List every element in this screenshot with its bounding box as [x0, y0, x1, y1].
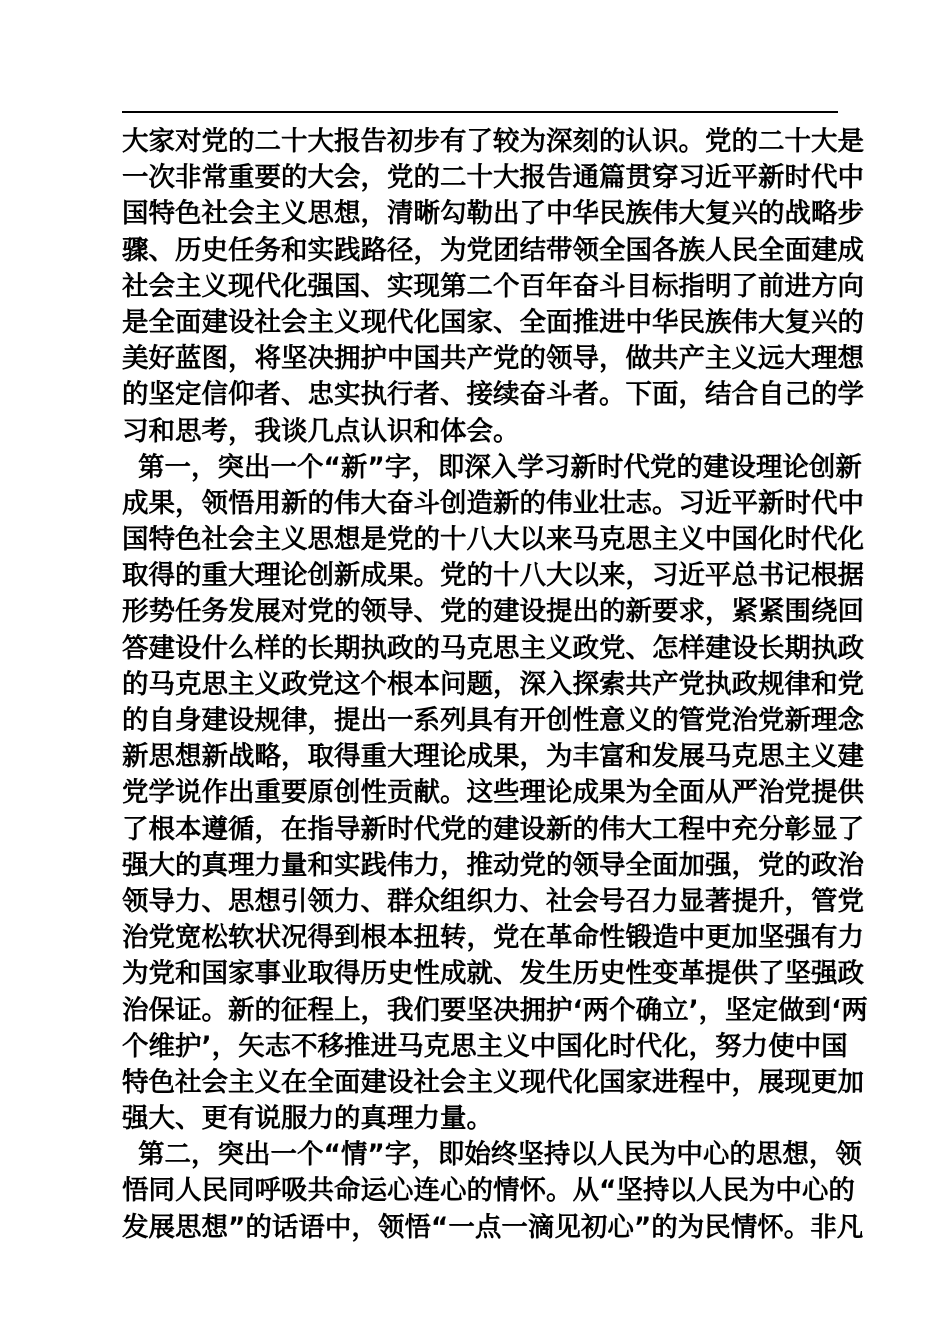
text-line: 社会主义现代化强国、实现第二个百年奋斗目标指明了前进方向: [122, 270, 864, 302]
text-line: 为党和国家事业取得历史性成就、发生历史性变革提供了坚强政: [122, 958, 864, 990]
text-line: 特色社会主义在全面建设社会主义现代化国家进程中，展现更加: [122, 1066, 864, 1098]
text-line: 新思想新战略，取得重大理论成果，为丰富和发展马克思主义建: [122, 741, 864, 773]
text-line: 一次非常重要的大会，党的二十大报告通篇贯穿习近平新时代中: [122, 162, 864, 194]
text-line: 第一，突出一个“新”字，即深入学习新时代党的建设理论创新: [138, 451, 862, 483]
text-line: 形势任务发展对党的领导、党的建设提出的新要求，紧紧围绕回: [122, 596, 864, 628]
text-line: 的自身建设规律，提出一系列具有开创性意义的管党治党新理念: [122, 705, 864, 736]
text-line: 的坚定信仰者、忠实执行者、接续奋斗者。下面，结合自己的学: [122, 379, 864, 411]
text-line: 领导力、思想引领力、群众组织力、社会号召力显著提升，管党: [122, 885, 864, 917]
text-line: 治党宽松软状况得到根本扭转，党在革命性锻造中更加坚强有力: [122, 922, 864, 954]
text-line: 的马克思主义政党这个根本问题，深入探索共产党执政规律和党: [122, 668, 864, 700]
text-line: 强大的真理力量和实践伟力，推动党的领导全面加强，党的政治: [122, 849, 864, 881]
text-line: 了根本遵循，在指导新时代党的建设新的伟大工程中充分彰显了: [122, 813, 864, 845]
header-rule: [122, 111, 838, 113]
text-line: 取得的重大理论创新成果。党的十八大以来，习近平总书记根据: [122, 560, 864, 592]
text-line: 国特色社会主义思想，清晰勾勒出了中华民族伟大复兴的战略步: [122, 198, 864, 230]
text-line: 强大、更有说服力的真理力量。: [122, 1103, 493, 1135]
text-line: 个维护’，矢志不移推进马克思主义中国化时代化，努力使中国: [122, 1030, 848, 1062]
text-line: 答建设什么样的长期执政的马克思主义政党、怎样建设长期执政: [122, 632, 864, 664]
document-body: [122, 124, 868, 1246]
text-line: 治保证。新的征程上，我们要坚决拥护‘两个确立’，坚定做到‘两: [122, 994, 868, 1026]
text-line: 美好蓝图，将坚决拥护中国共产党的领导，做共产主义远大理想: [122, 343, 864, 375]
text-line: 发展思想”的话语中，领悟“一点一滴见初心”的为民情怀。非凡: [122, 1211, 864, 1243]
text-line: 悟同人民同呼吸共命运心连心的情怀。从“坚持以人民为中心的: [122, 1175, 855, 1207]
text-line: 党学说作出重要原创性贡献。这些理论成果为全面从严治党提供: [122, 777, 864, 809]
text-line: 大家对党的二十大报告初步有了较为深刻的认识。党的二十大是: [122, 126, 864, 157]
text-line: 成果，领悟用新的伟大奋斗创造新的伟业壮志。习近平新时代中: [122, 487, 864, 519]
text-line: 习和思考，我谈几点认识和体会。: [122, 415, 520, 447]
text-line: 国特色社会主义思想是党的十八大以来马克思主义中国化时代化: [122, 524, 864, 556]
text-line: 是全面建设社会主义现代化国家、全面推进中华民族伟大复兴的: [122, 306, 864, 338]
text-line: 骤、历史任务和实践路径，为党团结带领全国各族人民全面建成: [122, 234, 864, 266]
text-line: 第二，突出一个“情”字，即始终坚持以人民为中心的思想，领: [138, 1139, 862, 1171]
